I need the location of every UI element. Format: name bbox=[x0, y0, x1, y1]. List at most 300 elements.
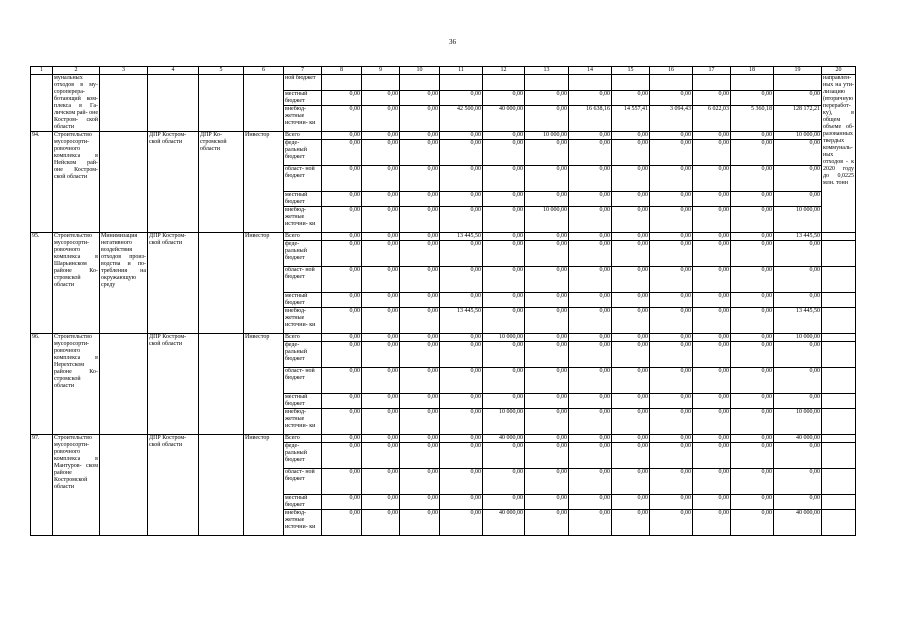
amount-cell: 0,00 bbox=[650, 233, 693, 241]
funding-source: Всего bbox=[284, 334, 322, 342]
amount-cell: 0,00 bbox=[650, 435, 693, 443]
responsible-executor: ДПР Костром- ской области bbox=[148, 233, 199, 334]
table-body bbox=[31, 67, 856, 536]
amount-cell: 0,00 bbox=[693, 140, 731, 166]
amount-cell: 0,00 bbox=[400, 192, 440, 207]
amount-cell: 0,00 bbox=[362, 409, 400, 435]
event-goal bbox=[100, 132, 148, 233]
amount-cell: 0,00 bbox=[569, 91, 612, 106]
amount-cell: 0,00 bbox=[440, 140, 483, 166]
amount-cell: 0,00 bbox=[525, 342, 569, 368]
responsible-executor bbox=[148, 75, 199, 132]
amount-cell: 0,00 bbox=[569, 267, 612, 293]
amount-cell: 0,00 bbox=[322, 293, 362, 308]
amount-cell: 0,00 bbox=[322, 368, 362, 394]
co-executor bbox=[199, 75, 244, 132]
amount-cell: 0,00 bbox=[612, 495, 650, 510]
amount-cell: 10 000,00 bbox=[774, 207, 822, 233]
event-name: Строительство мусоросорти- ровочного комплекса в Нейском рай- оне Костром- ской области bbox=[53, 132, 100, 233]
participant bbox=[244, 75, 284, 132]
amount-cell: 10 000,00 bbox=[774, 409, 822, 435]
amount-cell: 0,00 bbox=[483, 293, 525, 308]
amount-cell: 16 638,16 bbox=[569, 106, 612, 132]
amount-cell: 10 000,00 bbox=[483, 409, 525, 435]
amount-cell: 0,00 bbox=[525, 334, 569, 342]
col-number: 2 bbox=[53, 67, 100, 75]
amount-cell: 0,00 bbox=[322, 132, 362, 140]
row-number: 95. bbox=[31, 233, 53, 334]
amount-cell: 0,00 bbox=[650, 394, 693, 409]
amount-cell: 0,00 bbox=[693, 166, 731, 192]
amount-cell: 0,00 bbox=[774, 293, 822, 308]
amount-cell: 0,00 bbox=[731, 166, 774, 192]
amount-cell: 0,00 bbox=[569, 443, 612, 469]
amount-cell: 0,00 bbox=[400, 207, 440, 233]
col-number: 18 bbox=[731, 67, 774, 75]
amount-cell: 0,00 bbox=[440, 443, 483, 469]
amount-cell: 0,00 bbox=[569, 293, 612, 308]
amount-cell: 10 000,00 bbox=[525, 132, 569, 140]
amount-cell: 0,00 bbox=[693, 443, 731, 469]
amount-cell: 0,00 bbox=[650, 443, 693, 469]
amount-cell: 0,00 bbox=[362, 443, 400, 469]
amount-cell: 0,00 bbox=[612, 394, 650, 409]
amount-cell: 13 445,50 bbox=[774, 233, 822, 241]
amount-cell: 0,00 bbox=[774, 91, 822, 106]
amount-cell: 0,00 bbox=[400, 435, 440, 443]
amount-cell: 0,00 bbox=[612, 166, 650, 192]
amount-cell: 0,00 bbox=[483, 207, 525, 233]
amount-cell: 0,00 bbox=[650, 334, 693, 342]
event-name: Строительство мусоросорти- ровочного комплекса в Нерехтском районе Ко- стромской области bbox=[53, 334, 100, 435]
co-executor: ДПР Ко- стромской области bbox=[199, 132, 244, 233]
target-indicator bbox=[822, 394, 856, 409]
col-number: 10 bbox=[400, 67, 440, 75]
amount-cell: 40 000,00 bbox=[774, 510, 822, 536]
amount-cell: 0,00 bbox=[483, 469, 525, 495]
amount-cell: 0,00 bbox=[483, 241, 525, 267]
amount-cell: 0,00 bbox=[612, 241, 650, 267]
amount-cell: 0,00 bbox=[400, 106, 440, 132]
amount-cell bbox=[483, 75, 525, 91]
amount-cell: 0,00 bbox=[693, 409, 731, 435]
amount-cell: 0,00 bbox=[483, 192, 525, 207]
target-indicator bbox=[822, 233, 856, 241]
amount-cell: 0,00 bbox=[400, 308, 440, 334]
amount-cell: 0,00 bbox=[650, 308, 693, 334]
amount-cell: 0,00 bbox=[569, 233, 612, 241]
amount-cell: 0,00 bbox=[400, 132, 440, 140]
amount-cell: 0,00 bbox=[400, 241, 440, 267]
amount-cell: 0,00 bbox=[400, 469, 440, 495]
amount-cell: 5 360,18 bbox=[731, 106, 774, 132]
col-number: 1 bbox=[31, 67, 53, 75]
amount-cell: 0,00 bbox=[322, 409, 362, 435]
amount-cell: 0,00 bbox=[774, 241, 822, 267]
amount-cell: 0,00 bbox=[693, 233, 731, 241]
amount-cell bbox=[322, 75, 362, 91]
amount-cell: 0,00 bbox=[483, 394, 525, 409]
amount-cell: 0,00 bbox=[362, 469, 400, 495]
amount-cell: 0,00 bbox=[483, 140, 525, 166]
amount-cell: 40 000,00 bbox=[483, 435, 525, 443]
amount-cell: 0,00 bbox=[569, 368, 612, 394]
amount-cell: 0,00 bbox=[650, 140, 693, 166]
amount-cell: 0,00 bbox=[731, 140, 774, 166]
amount-cell: 0,00 bbox=[483, 132, 525, 140]
amount-cell: 0,00 bbox=[612, 334, 650, 342]
amount-cell: 0,00 bbox=[612, 132, 650, 140]
amount-cell: 13 445,50 bbox=[440, 233, 483, 241]
co-executor bbox=[199, 435, 244, 536]
amount-cell: 0,00 bbox=[362, 192, 400, 207]
amount-cell: 0,00 bbox=[322, 443, 362, 469]
event-goal bbox=[100, 435, 148, 536]
funding-source: местный бюджет bbox=[284, 91, 322, 106]
amount-cell: 0,00 bbox=[774, 140, 822, 166]
amount-cell: 0,00 bbox=[362, 233, 400, 241]
amount-cell: 0,00 bbox=[693, 368, 731, 394]
amount-cell: 0,00 bbox=[650, 293, 693, 308]
col-number: 20 bbox=[822, 67, 856, 75]
funding-source: внебюд- жетные источни- ки bbox=[284, 207, 322, 233]
amount-cell: 0,00 bbox=[400, 495, 440, 510]
amount-cell: 0,00 bbox=[440, 91, 483, 106]
funding-source: област- ной бюджет bbox=[284, 368, 322, 394]
amount-cell: 0,00 bbox=[525, 140, 569, 166]
amount-cell: 40 000,00 bbox=[774, 435, 822, 443]
amount-cell: 0,00 bbox=[483, 495, 525, 510]
amount-cell: 0,00 bbox=[612, 409, 650, 435]
amount-cell: 0,00 bbox=[525, 91, 569, 106]
program-table bbox=[30, 66, 856, 536]
target-indicator bbox=[822, 368, 856, 394]
amount-cell: 0,00 bbox=[362, 140, 400, 166]
event-goal bbox=[100, 334, 148, 435]
amount-cell: 0,00 bbox=[693, 241, 731, 267]
target-indicator bbox=[822, 409, 856, 435]
amount-cell: 0,00 bbox=[569, 495, 612, 510]
row-number bbox=[31, 75, 53, 132]
event-goal: Минимизация негативного воздействия отходов произ- водства и по- требления на окружающую среду bbox=[100, 233, 148, 334]
amount-cell bbox=[400, 75, 440, 91]
amount-cell: 0,00 bbox=[440, 166, 483, 192]
amount-cell: 0,00 bbox=[650, 469, 693, 495]
target-indicator bbox=[822, 241, 856, 267]
amount-cell: 0,00 bbox=[362, 510, 400, 536]
amount-cell: 0,00 bbox=[440, 510, 483, 536]
amount-cell: 0,00 bbox=[322, 469, 362, 495]
amount-cell: 0,00 bbox=[525, 495, 569, 510]
amount-cell: 0,00 bbox=[693, 495, 731, 510]
amount-cell bbox=[612, 75, 650, 91]
amount-cell: 0,00 bbox=[569, 132, 612, 140]
amount-cell: 0,00 bbox=[693, 334, 731, 342]
amount-cell: 0,00 bbox=[693, 192, 731, 207]
amount-cell: 42 500,00 bbox=[440, 106, 483, 132]
amount-cell: 6 022,03 bbox=[693, 106, 731, 132]
amount-cell: 0,00 bbox=[440, 469, 483, 495]
amount-cell: 0,00 bbox=[774, 368, 822, 394]
amount-cell: 0,00 bbox=[774, 342, 822, 368]
amount-cell: 0,00 bbox=[569, 140, 612, 166]
amount-cell: 0,00 bbox=[612, 267, 650, 293]
funding-source: внебюд- жетные источни- ки bbox=[284, 308, 322, 334]
amount-cell: 0,00 bbox=[731, 267, 774, 293]
col-number: 7 bbox=[284, 67, 322, 75]
table-row bbox=[31, 233, 856, 241]
amount-cell: 0,00 bbox=[650, 368, 693, 394]
amount-cell: 0,00 bbox=[440, 132, 483, 140]
amount-cell: 0,00 bbox=[440, 207, 483, 233]
amount-cell: 0,00 bbox=[440, 495, 483, 510]
funding-source: област- ной бюджет bbox=[284, 469, 322, 495]
amount-cell: 0,00 bbox=[612, 293, 650, 308]
amount-cell: 0,00 bbox=[440, 368, 483, 394]
table-row bbox=[31, 132, 856, 140]
row-number: 97. bbox=[31, 435, 53, 536]
amount-cell: 0,00 bbox=[612, 207, 650, 233]
amount-cell: 0,00 bbox=[322, 233, 362, 241]
amount-cell: 0,00 bbox=[362, 241, 400, 267]
col-number: 12 bbox=[483, 67, 525, 75]
amount-cell: 0,00 bbox=[693, 394, 731, 409]
table-row bbox=[31, 435, 856, 443]
amount-cell: 0,00 bbox=[483, 443, 525, 469]
table-row bbox=[31, 334, 856, 342]
amount-cell: 0,00 bbox=[612, 443, 650, 469]
amount-cell: 0,00 bbox=[400, 233, 440, 241]
amount-cell: 0,00 bbox=[693, 267, 731, 293]
amount-cell: 0,00 bbox=[525, 166, 569, 192]
amount-cell: 0,00 bbox=[612, 192, 650, 207]
participant: Инвестор bbox=[244, 334, 284, 435]
amount-cell: 0,00 bbox=[440, 293, 483, 308]
amount-cell: 0,00 bbox=[440, 342, 483, 368]
event-goal bbox=[100, 75, 148, 132]
amount-cell: 0,00 bbox=[362, 495, 400, 510]
amount-cell: 0,00 bbox=[440, 409, 483, 435]
amount-cell: 13 445,50 bbox=[774, 308, 822, 334]
amount-cell: 0,00 bbox=[731, 342, 774, 368]
amount-cell: 0,00 bbox=[693, 132, 731, 140]
target-indicator bbox=[822, 293, 856, 308]
amount-cell: 0,00 bbox=[731, 334, 774, 342]
amount-cell: 0,00 bbox=[483, 233, 525, 241]
amount-cell: 0,00 bbox=[650, 207, 693, 233]
amount-cell: 10 000,00 bbox=[774, 334, 822, 342]
amount-cell: 0,00 bbox=[400, 342, 440, 368]
amount-cell: 0,00 bbox=[525, 368, 569, 394]
amount-cell: 0,00 bbox=[525, 409, 569, 435]
amount-cell: 0,00 bbox=[362, 394, 400, 409]
amount-cell: 0,00 bbox=[362, 267, 400, 293]
co-executor bbox=[199, 334, 244, 435]
amount-cell bbox=[693, 75, 731, 91]
amount-cell: 0,00 bbox=[569, 308, 612, 334]
amount-cell: 0,00 bbox=[440, 192, 483, 207]
amount-cell: 0,00 bbox=[731, 409, 774, 435]
amount-cell: 0,00 bbox=[440, 394, 483, 409]
funding-source: феде- ральный бюджет bbox=[284, 140, 322, 166]
amount-cell: 0,00 bbox=[322, 308, 362, 334]
target-indicator bbox=[822, 308, 856, 334]
amount-cell: 10 000,00 bbox=[525, 207, 569, 233]
amount-cell: 0,00 bbox=[322, 394, 362, 409]
amount-cell: 0,00 bbox=[440, 435, 483, 443]
amount-cell: 0,00 bbox=[483, 308, 525, 334]
col-number: 14 bbox=[569, 67, 612, 75]
responsible-executor: ДПР Костром- ской области bbox=[148, 435, 199, 536]
amount-cell: 0,00 bbox=[322, 207, 362, 233]
amount-cell: 0,00 bbox=[483, 91, 525, 106]
amount-cell: 0,00 bbox=[569, 435, 612, 443]
target-indicator bbox=[822, 334, 856, 342]
funding-source: област- ной бюджет bbox=[284, 267, 322, 293]
amount-cell: 0,00 bbox=[525, 192, 569, 207]
col-number: 8 bbox=[322, 67, 362, 75]
amount-cell: 0,00 bbox=[693, 91, 731, 106]
amount-cell bbox=[569, 75, 612, 91]
amount-cell: 0,00 bbox=[322, 334, 362, 342]
target-indicator bbox=[822, 443, 856, 469]
amount-cell: 0,00 bbox=[569, 469, 612, 495]
amount-cell: 0,00 bbox=[322, 495, 362, 510]
amount-cell: 0,00 bbox=[650, 267, 693, 293]
amount-cell: 0,00 bbox=[525, 233, 569, 241]
amount-cell: 0,00 bbox=[612, 308, 650, 334]
amount-cell: 0,00 bbox=[483, 342, 525, 368]
funding-source: област- ной бюджет bbox=[284, 166, 322, 192]
amount-cell: 0,00 bbox=[322, 435, 362, 443]
amount-cell: 0,00 bbox=[693, 308, 731, 334]
amount-cell: 0,00 bbox=[774, 495, 822, 510]
amount-cell: 0,00 bbox=[322, 166, 362, 192]
amount-cell: 0,00 bbox=[362, 132, 400, 140]
amount-cell: 0,00 bbox=[400, 443, 440, 469]
amount-cell: 0,00 bbox=[569, 334, 612, 342]
amount-cell: 0,00 bbox=[322, 140, 362, 166]
amount-cell: 0,00 bbox=[650, 132, 693, 140]
amount-cell: 0,00 bbox=[731, 469, 774, 495]
amount-cell: 0,00 bbox=[650, 241, 693, 267]
amount-cell: 0,00 bbox=[322, 241, 362, 267]
funding-source: внебюд- жетные источни- ки bbox=[284, 106, 322, 132]
event-name: мунальных отходов в му- сороперера- ботающий ком- плекса в Га- личском рай- оне Костром- ской области bbox=[54, 75, 98, 130]
amount-cell: 0,00 bbox=[322, 106, 362, 132]
target-indicator bbox=[822, 267, 856, 293]
funding-source: местный бюджет bbox=[284, 495, 322, 510]
amount-cell: 40 000,00 bbox=[483, 510, 525, 536]
amount-cell: 0,00 bbox=[693, 207, 731, 233]
amount-cell: 0,00 bbox=[483, 368, 525, 394]
amount-cell bbox=[650, 75, 693, 91]
amount-cell: 0,00 bbox=[400, 368, 440, 394]
amount-cell: 0,00 bbox=[693, 469, 731, 495]
participant: Инвестор bbox=[244, 132, 284, 233]
amount-cell: 0,00 bbox=[693, 342, 731, 368]
amount-cell: 0,00 bbox=[400, 334, 440, 342]
amount-cell: 0,00 bbox=[774, 394, 822, 409]
amount-cell: 0,00 bbox=[400, 267, 440, 293]
col-number: 13 bbox=[525, 67, 569, 75]
responsible-executor: ДПР Костром- ской области bbox=[148, 334, 199, 435]
amount-cell: 0,00 bbox=[650, 91, 693, 106]
amount-cell: 0,00 bbox=[650, 342, 693, 368]
amount-cell: 0,00 bbox=[569, 207, 612, 233]
amount-cell: 0,00 bbox=[569, 409, 612, 435]
funding-source: феде- ральный бюджет bbox=[284, 443, 322, 469]
page-number: 36 bbox=[449, 38, 456, 46]
amount-cell: 0,00 bbox=[569, 241, 612, 267]
target-indicator: направлен- ных на ути- лизацию (вторичную переработ- ку), в общем объеме об- разованных твердых коммуналь- ных отходов - к 2020 году до 0,0225 млн. тонн bbox=[822, 75, 856, 233]
funding-source: Всего bbox=[284, 132, 322, 140]
funding-source: феде- ральный бюджет bbox=[284, 342, 322, 368]
col-number: 16 bbox=[650, 67, 693, 75]
amount-cell: 0,00 bbox=[774, 192, 822, 207]
amount-cell: 0,00 bbox=[650, 192, 693, 207]
amount-cell: 0,00 bbox=[362, 207, 400, 233]
amount-cell: 0,00 bbox=[483, 166, 525, 192]
col-number: 5 bbox=[199, 67, 244, 75]
amount-cell: 0,00 bbox=[612, 233, 650, 241]
amount-cell: 0,00 bbox=[731, 192, 774, 207]
funding-source: Всего bbox=[284, 435, 322, 443]
amount-cell: 0,00 bbox=[731, 293, 774, 308]
amount-cell: 0,00 bbox=[569, 394, 612, 409]
col-number: 6 bbox=[244, 67, 284, 75]
amount-cell: 0,00 bbox=[774, 166, 822, 192]
amount-cell: 0,00 bbox=[612, 91, 650, 106]
amount-cell: 0,00 bbox=[731, 91, 774, 106]
amount-cell: 0,00 bbox=[731, 510, 774, 536]
funding-source: местный бюджет bbox=[284, 293, 322, 308]
col-number: 19 bbox=[774, 67, 822, 75]
amount-cell: 0,00 bbox=[569, 510, 612, 536]
funding-source: внебюд- жетные источни- ки bbox=[284, 510, 322, 536]
amount-cell: 0,00 bbox=[731, 443, 774, 469]
amount-cell: 0,00 bbox=[400, 140, 440, 166]
amount-cell: 0,00 bbox=[362, 342, 400, 368]
amount-cell: 0,00 bbox=[731, 241, 774, 267]
amount-cell: 0,00 bbox=[731, 435, 774, 443]
amount-cell: 0,00 bbox=[731, 495, 774, 510]
funding-source: Всего bbox=[284, 233, 322, 241]
amount-cell: 0,00 bbox=[612, 469, 650, 495]
target-indicator bbox=[822, 435, 856, 443]
amount-cell: 0,00 bbox=[440, 267, 483, 293]
amount-cell: 0,00 bbox=[362, 166, 400, 192]
amount-cell: 0,00 bbox=[569, 192, 612, 207]
amount-cell: 0,00 bbox=[650, 495, 693, 510]
amount-cell: 0,00 bbox=[440, 241, 483, 267]
amount-cell: 0,00 bbox=[322, 192, 362, 207]
amount-cell: 0,00 bbox=[612, 140, 650, 166]
amount-cell: 0,00 bbox=[440, 334, 483, 342]
col-number: 11 bbox=[440, 67, 483, 75]
amount-cell: 0,00 bbox=[731, 233, 774, 241]
amount-cell: 14 557,41 bbox=[612, 106, 650, 132]
amount-cell: 0,00 bbox=[774, 443, 822, 469]
amount-cell: 0,00 bbox=[362, 91, 400, 106]
amount-cell: 0,00 bbox=[693, 293, 731, 308]
amount-cell: 0,00 bbox=[731, 132, 774, 140]
amount-cell: 10 000,00 bbox=[774, 132, 822, 140]
amount-cell: 0,00 bbox=[612, 435, 650, 443]
amount-cell: 0,00 bbox=[650, 510, 693, 536]
amount-cell: 0,00 bbox=[400, 293, 440, 308]
amount-cell: 0,00 bbox=[525, 443, 569, 469]
